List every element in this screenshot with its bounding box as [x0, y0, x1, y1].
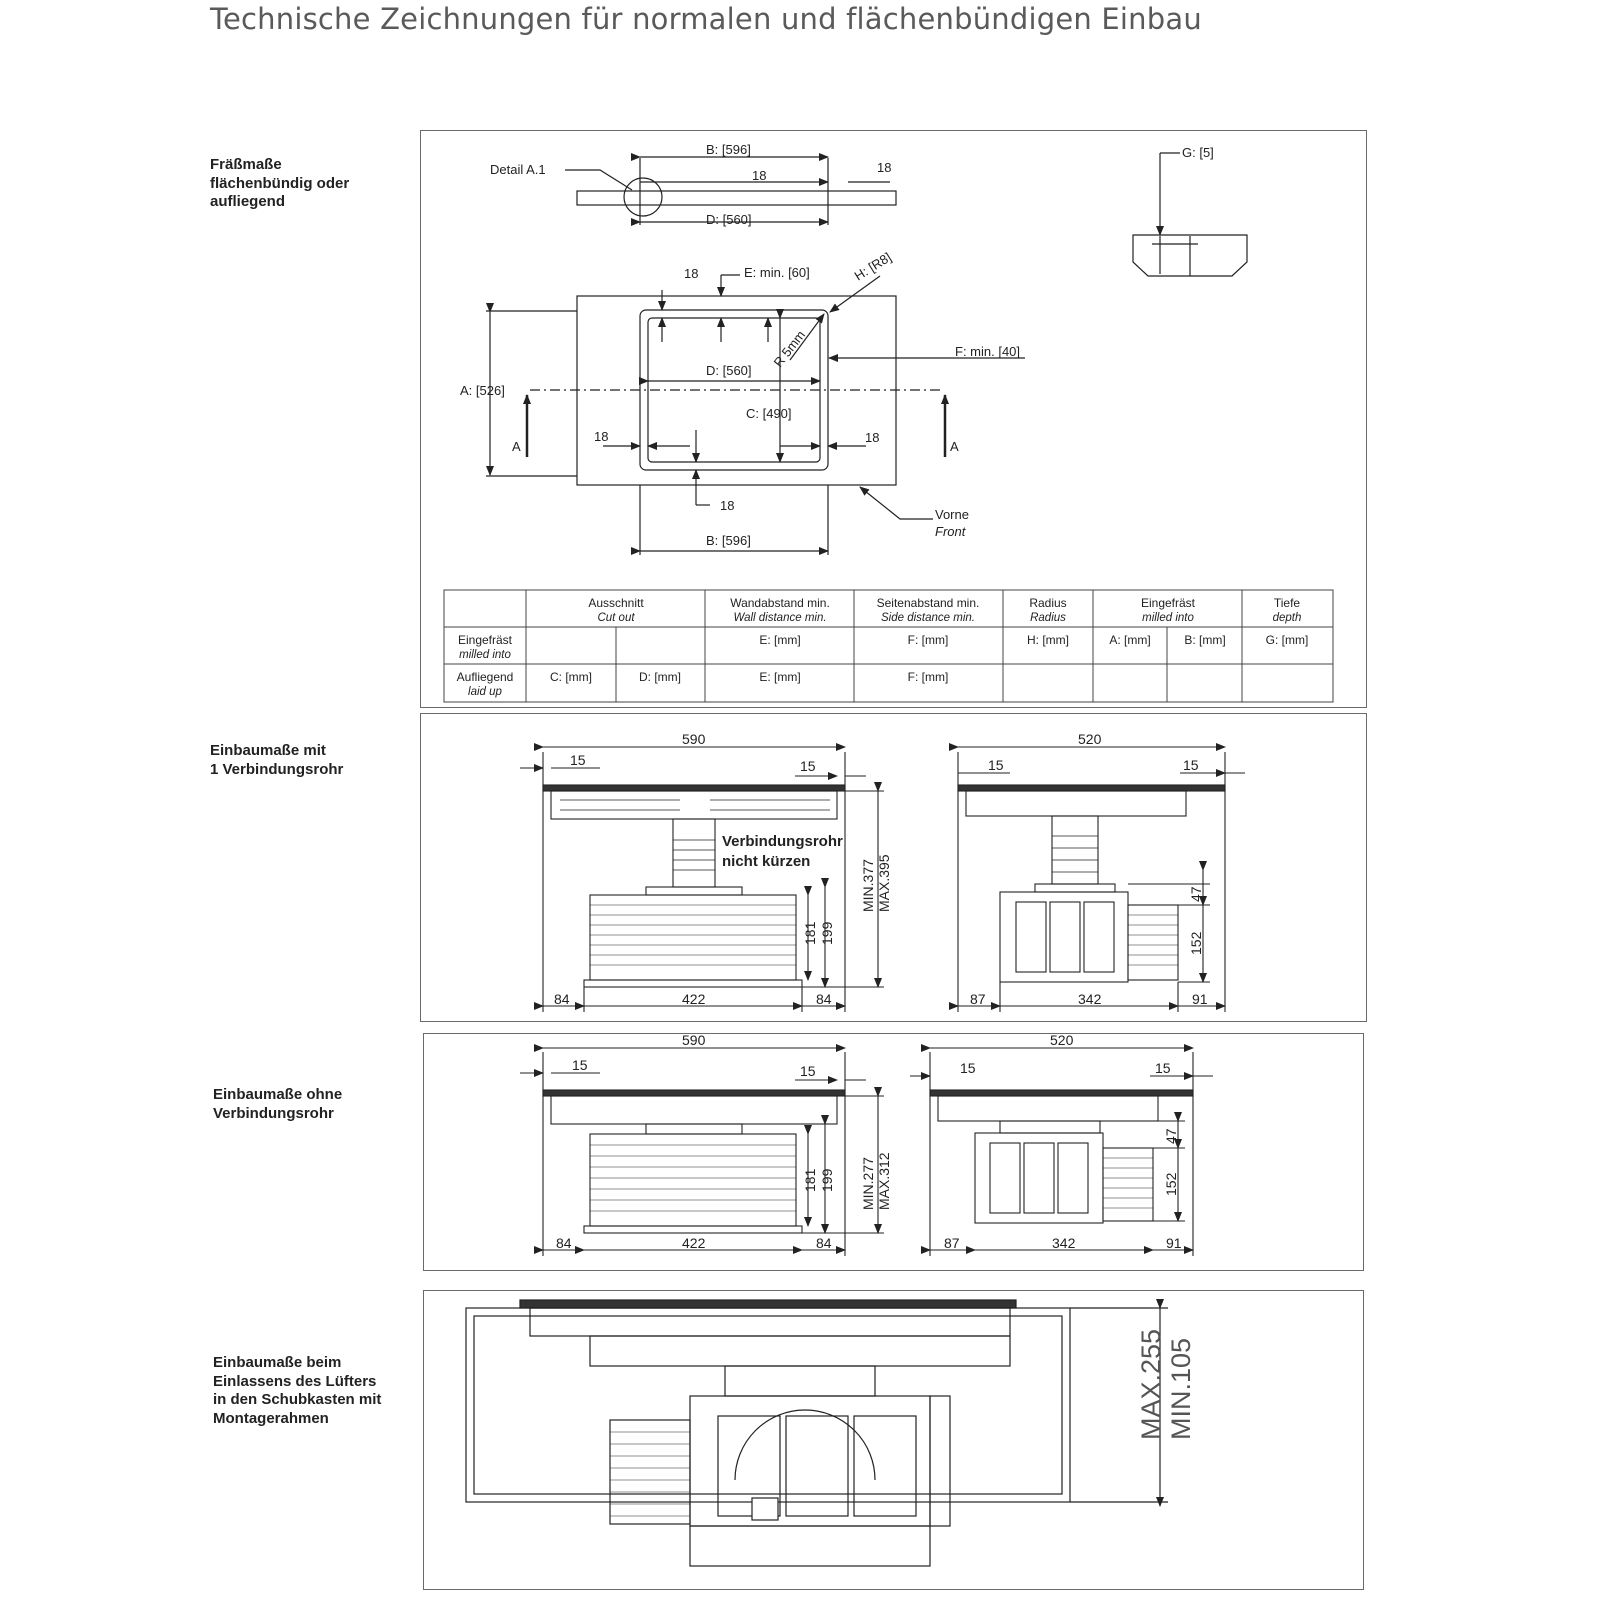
row1-label: Eingefräst — [457, 633, 513, 647]
d3-min: MIN.277 — [860, 1157, 876, 1210]
drawing-without-pipe — [520, 1048, 1213, 1256]
d2-m15-d: 15 — [1183, 757, 1199, 773]
label-vorne: Vorne — [935, 507, 969, 522]
section-label-without-pipe: Einbaumaße ohne Verbindungsrohr — [213, 1086, 343, 1122]
section-label-drawer: Einbaumaße beim Einlassens des Lüfters in den Schubkasten mit Montagerahmen — [213, 1354, 382, 1427]
d2-h47: 47 — [1188, 886, 1204, 902]
label-front: Front — [935, 524, 966, 539]
d3-w-left: 590 — [682, 1032, 706, 1048]
th-cutout-en: Cut out — [597, 612, 635, 624]
d2-h181: 181 — [802, 921, 818, 945]
row2-label: Aufliegend — [456, 670, 514, 684]
d2-m15-c: 15 — [988, 757, 1004, 773]
d3-h181: 181 — [802, 1168, 818, 1192]
d2-b91: 91 — [1192, 991, 1208, 1007]
d2-max: MAX.395 — [876, 854, 892, 912]
th-wall: Wandabstand min. — [730, 596, 830, 610]
th-cutout: Ausschnitt — [588, 596, 644, 610]
drawing-with-pipe-labels — [554, 731, 1208, 1007]
th-side: Seitenabstand min. — [876, 596, 980, 610]
d3-m15-a: 15 — [572, 1057, 588, 1073]
label-b-top: B: [596] — [706, 142, 751, 157]
d3-b91: 91 — [1166, 1235, 1182, 1251]
row1-h: H: [mm] — [1027, 633, 1069, 647]
d3-b422: 422 — [682, 1235, 706, 1251]
th-depth: Tiefe — [1273, 596, 1301, 610]
d3-b87: 87 — [944, 1235, 960, 1251]
label-e: E: min. [60] — [744, 265, 810, 280]
drawing-drawer — [466, 1300, 1168, 1566]
th-side-en: Side distance min. — [881, 612, 975, 624]
label-18-a: 18 — [752, 168, 767, 183]
label-arrow-a-right: A — [950, 439, 959, 454]
spec-table-text — [457, 596, 1309, 698]
label-detail: Detail A.1 — [490, 162, 546, 177]
row1-f: F: [mm] — [907, 633, 949, 647]
d2-note-1: Verbindungsrohr — [722, 833, 843, 850]
label-f: F: min. [40] — [955, 344, 1021, 359]
row1-a: A: [mm] — [1109, 633, 1151, 647]
page-title: Technische Zeichnungen für normalen und flächenbündigen Einbau — [210, 2, 1202, 36]
label-18-d: 18 — [594, 429, 609, 444]
d3-h199: 199 — [819, 1168, 835, 1192]
row1-e: E: [mm] — [759, 633, 801, 647]
th-milled-en: milled into — [1142, 612, 1194, 624]
drawing-without-pipe-labels — [556, 1032, 1182, 1251]
d3-b84-a: 84 — [556, 1235, 572, 1251]
th-wall-en: Wall distance min. — [733, 612, 827, 624]
drawing-milling-labels — [460, 142, 1214, 548]
th-milled: Eingefräst — [1140, 596, 1196, 610]
d3-m15-d: 15 — [1155, 1060, 1171, 1076]
detail-circle — [624, 178, 662, 216]
drawing-milling — [486, 153, 1247, 555]
d3-m15-c: 15 — [960, 1060, 976, 1076]
row2-f: F: [mm] — [907, 670, 949, 684]
d2-w-left: 590 — [682, 731, 706, 747]
d3-b84-b: 84 — [816, 1235, 832, 1251]
label-h: H: [R8] — [851, 249, 894, 284]
label-d-top: D: [560] — [706, 212, 752, 227]
d3-m15-b: 15 — [800, 1063, 816, 1079]
row1-g: G: [mm] — [1265, 633, 1309, 647]
label-18-c: 18 — [684, 266, 699, 281]
row2-label-en: laid up — [468, 686, 502, 698]
label-18-e: 18 — [865, 430, 880, 445]
th-radius-en: Radius — [1030, 612, 1066, 624]
d2-b84-b: 84 — [816, 991, 832, 1007]
d3-max: MAX.312 — [876, 1152, 892, 1210]
d2-b422: 422 — [682, 991, 706, 1007]
label-18-f: 18 — [720, 498, 735, 513]
label-b-bottom: B: [596] — [706, 533, 751, 548]
d2-min: MIN.377 — [860, 859, 876, 912]
label-a: A: [526] — [460, 383, 505, 398]
label-c: C: [490] — [746, 406, 792, 421]
d3-h47: 47 — [1163, 1128, 1179, 1144]
d4-max: MAX.255 — [1136, 1328, 1166, 1440]
th-radius: Radius — [1029, 596, 1067, 610]
d2-h199: 199 — [819, 921, 835, 945]
d2-note-2: nicht kürzen — [722, 853, 811, 870]
d2-b84-a: 84 — [554, 991, 570, 1007]
row2-e: E: [mm] — [759, 670, 801, 684]
label-r: R 5mm — [770, 327, 809, 370]
label-18-b: 18 — [877, 160, 892, 175]
d2-b87: 87 — [970, 991, 986, 1007]
d2-w-right: 520 — [1078, 731, 1102, 747]
section-label-milling: Fräßmaße flächenbündig oder aufliegend — [210, 156, 350, 210]
d3-b342: 342 — [1052, 1235, 1076, 1251]
d2-b342: 342 — [1078, 991, 1102, 1007]
label-arrow-a-left: A — [512, 439, 521, 454]
drawing-drawer-labels — [1136, 1329, 1196, 1440]
label-g: G: [5] — [1182, 145, 1214, 160]
d3-w-right: 520 — [1050, 1032, 1074, 1048]
d4-min: MIN.105 — [1166, 1337, 1196, 1440]
row2-d: D: [mm] — [639, 670, 681, 684]
d2-h152: 152 — [1188, 931, 1204, 955]
row2-c: C: [mm] — [550, 670, 592, 684]
row1-label-en: milled into — [459, 649, 511, 661]
d2-m15-b: 15 — [800, 758, 816, 774]
row1-b: B: [mm] — [1184, 633, 1226, 647]
label-d-inner: D: [560] — [706, 363, 752, 378]
section-label-with-pipe: Einbaumaße mit 1 Verbindungsrohr — [210, 742, 344, 778]
d2-m15-a: 15 — [570, 752, 586, 768]
d3-h152: 152 — [1163, 1172, 1179, 1196]
th-depth-en: depth — [1272, 612, 1302, 624]
drawer-box — [466, 1308, 1070, 1502]
